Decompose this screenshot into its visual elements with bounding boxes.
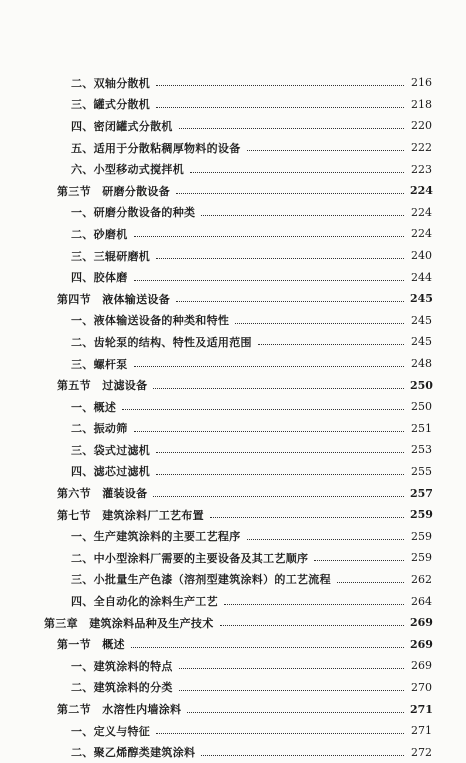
toc-entry-page-number: 271	[411, 724, 432, 738]
toc-entry-item	[0, 94, 466, 116]
toc-entry-item	[0, 677, 466, 699]
toc-entry-title: 二、齿轮泵的结构、特性及适用范围	[71, 335, 252, 349]
dot-leader	[134, 226, 405, 237]
toc-entry-page-number: 271	[410, 702, 433, 716]
toc-entry-page-number: 257	[410, 486, 433, 500]
toc-entry-page-number: 259	[410, 508, 433, 522]
toc-entry-item	[0, 439, 466, 461]
toc-entry-title: 一、概述	[71, 400, 117, 414]
toc-entry-section	[0, 633, 466, 655]
dot-leader	[153, 486, 404, 497]
dot-leader	[235, 313, 404, 324]
toc-entry-item	[0, 158, 466, 180]
toc-entry-title: 三、罐式分散机	[71, 98, 151, 112]
dot-leader	[134, 270, 405, 281]
dot-leader	[134, 356, 405, 367]
toc-entry-title: 二、中小型涂料厂需要的主要设备及其工艺顺序	[71, 551, 309, 565]
toc-entry-title: 第四节 液体输送设备	[57, 292, 170, 306]
toc-entry-item	[0, 223, 466, 245]
dot-leader	[176, 291, 404, 302]
dot-leader	[187, 702, 404, 713]
toc-entry-title: 第三章 建筑涂料品种及生产技术	[44, 616, 214, 630]
toc-entry-item	[0, 137, 466, 159]
dot-leader	[314, 550, 404, 561]
toc-entry-page-number: 269	[411, 659, 432, 673]
toc-entry-title: 三、小批量生产色漆（溶剂型建筑涂料）的工艺流程	[71, 573, 331, 587]
toc-entry-title: 二、双轴分散机	[71, 76, 151, 90]
dot-leader	[131, 637, 404, 648]
dot-leader	[179, 118, 404, 129]
toc-entry-item	[0, 720, 466, 742]
dot-leader	[134, 421, 405, 432]
toc-entry-item	[0, 266, 466, 288]
dot-leader	[210, 507, 404, 518]
dot-leader	[156, 464, 404, 475]
toc-entry-page-number: 264	[411, 594, 432, 608]
toc-entry-page-number: 262	[411, 572, 432, 586]
toc-entry-page-number: 259	[411, 529, 432, 543]
toc-entry-item	[0, 115, 466, 137]
toc-entry-item	[0, 245, 466, 267]
toc-entry-item	[0, 461, 466, 483]
toc-entry-title: 第二节 水溶性内墙涂料	[57, 703, 182, 717]
dot-leader	[258, 334, 404, 345]
dot-leader	[122, 399, 404, 410]
dot-leader	[156, 248, 404, 259]
dot-leader	[156, 75, 404, 86]
toc-entry-title: 一、定义与特征	[71, 724, 151, 738]
toc-entry-page-number: 240	[411, 249, 432, 263]
toc-entry-page-number: 250	[411, 400, 432, 414]
toc-entry-title: 二、聚乙烯醇类建筑涂料	[71, 746, 196, 760]
dot-leader	[156, 442, 404, 453]
dot-leader	[156, 97, 404, 108]
dot-leader	[201, 205, 404, 216]
toc-entry-title: 五、适用于分散粘稠厚物料的设备	[71, 141, 241, 155]
toc-entry-section	[0, 698, 466, 720]
toc-entry-title: 第六节 灌装设备	[57, 487, 148, 501]
toc-entry-section	[0, 482, 466, 504]
toc-entry-title: 一、研磨分散设备的种类	[71, 206, 196, 220]
toc-entry-page-number: 216	[411, 76, 432, 90]
toc-entry-page-number: 272	[411, 745, 432, 759]
dot-leader	[190, 162, 404, 173]
toc-entry-page-number: 270	[411, 680, 432, 694]
toc-entry-title: 二、建筑涂料的分类	[71, 681, 173, 695]
toc-entry-item	[0, 396, 466, 418]
toc-entry-page-number: 218	[411, 97, 432, 111]
toc-entry-page-number: 222	[411, 141, 432, 155]
toc-entry-section	[0, 504, 466, 526]
toc-entry-title: 二、砂磨机	[71, 227, 128, 241]
toc-entry-page-number: 245	[411, 313, 432, 327]
toc-entry-page-number: 253	[411, 443, 432, 457]
toc-entry-page-number: 255	[411, 464, 432, 478]
toc-entry-title: 六、小型移动式搅拌机	[71, 163, 184, 177]
toc-entry-title: 第三节 研磨分散设备	[57, 184, 170, 198]
toc-entry-item	[0, 202, 466, 224]
toc-entry-title: 第五节 过滤设备	[57, 379, 148, 393]
toc-entry-title: 三、螺杆泵	[71, 357, 128, 371]
toc-entry-page-number: 259	[411, 551, 432, 565]
toc-entry-page-number: 224	[411, 205, 432, 219]
toc-entry-title: 一、建筑涂料的特点	[71, 659, 173, 673]
toc-entry-item	[0, 353, 466, 375]
dot-leader	[201, 745, 404, 756]
dot-leader	[247, 140, 405, 151]
toc-entry-page-number: 245	[411, 335, 432, 349]
toc-entry-item	[0, 741, 466, 763]
toc-entry-title: 四、胶体磨	[71, 271, 128, 285]
toc-entry-title: 第七节 建筑涂料厂工艺布置	[57, 508, 204, 522]
dot-leader	[247, 529, 405, 540]
toc-entry-page-number: 248	[411, 357, 432, 371]
toc-entry-item	[0, 569, 466, 591]
toc-entry-title: 第一节 概述	[57, 638, 125, 652]
toc-entry-item	[0, 331, 466, 353]
dot-leader	[179, 680, 404, 691]
toc-entry-title: 三、袋式过滤机	[71, 443, 151, 457]
toc-entry-section	[0, 288, 466, 310]
toc-entry-title: 一、液体输送设备的种类和特性	[71, 314, 230, 328]
toc-entry-title: 四、全自动化的涂料生产工艺	[71, 595, 218, 609]
dot-leader	[179, 658, 404, 669]
toc-entry-page-number: 250	[410, 378, 433, 392]
dot-leader	[153, 378, 404, 389]
toc-entry-title: 二、振动筛	[71, 422, 128, 436]
toc-entry-item	[0, 547, 466, 569]
toc-entry-title: 三、三辊研磨机	[71, 249, 151, 263]
toc-entry-page-number: 223	[411, 162, 432, 176]
toc-entry-page-number: 224	[410, 184, 433, 198]
toc-entry-page-number: 224	[411, 227, 432, 241]
toc-entry-section	[0, 180, 466, 202]
dot-leader	[337, 572, 404, 583]
toc-entry-page-number: 245	[410, 292, 433, 306]
dot-leader	[220, 615, 405, 626]
toc-entry-item	[0, 655, 466, 677]
dot-leader	[176, 183, 404, 194]
toc-entry-chapter	[0, 612, 466, 634]
toc-entry-item	[0, 418, 466, 440]
dot-leader	[156, 723, 404, 734]
toc-entry-page-number: 251	[411, 421, 432, 435]
toc-entry-title: 四、滤芯过滤机	[71, 465, 151, 479]
toc-entry-item	[0, 72, 466, 94]
dot-leader	[224, 594, 404, 605]
toc-entry-page-number: 269	[410, 616, 433, 630]
toc-entry-title: 四、密闭罐式分散机	[71, 119, 173, 133]
table-of-contents	[0, 72, 466, 763]
toc-entry-item	[0, 310, 466, 332]
toc-entry-page-number: 220	[411, 119, 432, 133]
toc-entry-item	[0, 525, 466, 547]
toc-entry-page-number: 269	[410, 637, 433, 651]
toc-entry-page-number: 244	[411, 270, 432, 284]
toc-entry-item	[0, 590, 466, 612]
toc-entry-title: 一、生产建筑涂料的主要工艺程序	[71, 530, 241, 544]
toc-entry-section	[0, 374, 466, 396]
